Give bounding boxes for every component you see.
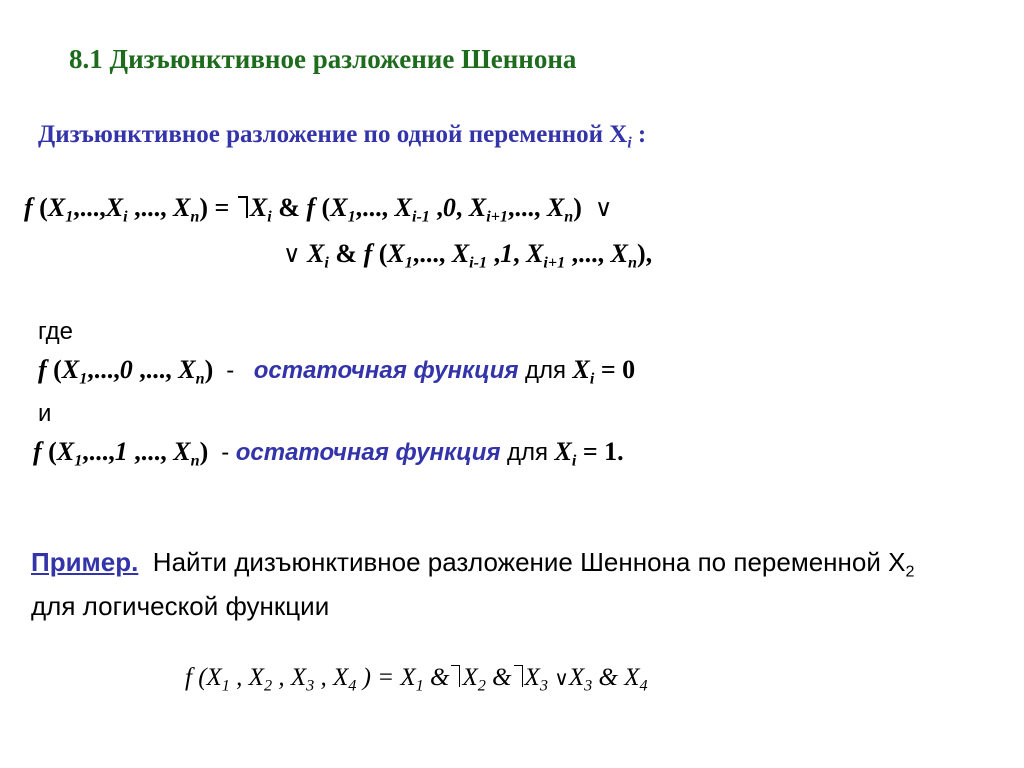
and-label: и	[38, 400, 52, 427]
residual-function-0: f ($X_1,...,0$ ,..., $X_n$) - остаточная функция для $X_i = 0$	[38, 355, 636, 388]
example-formula: f ($X_1$ , $X_2$ , $X_3$ , $X_4$ ) = $X_1$ & $X_2$ & $X_3$ $\vee X_3$ & $X_4$	[185, 664, 648, 695]
expansion-formula-line-1: f ($X_1,...,X_i$ ,..., $X_n) = X_i$ & f ($X_1$,..., $X_{i-1}$ ,0, $X_{i+1}$,..., $X_n$) ∨	[24, 193, 613, 226]
negation-symbol	[514, 665, 523, 687]
subtitle-text: Дизъюнктивное разложение по одной переменной X	[38, 121, 628, 148]
negation-symbol	[451, 665, 460, 687]
subtitle: Дизъюнктивное разложение по одной переменной $X_i$ :	[38, 121, 647, 152]
residual-label: остаточная функция	[253, 357, 519, 384]
example-label: Пример.	[31, 547, 139, 577]
negation-symbol	[238, 196, 248, 218]
expansion-formula-line-2: ∨ $X_i$ & f ($X_1$,..., $X_{i-1}$ ,1, $X_{i+1}$ ,..., $X_n$),	[283, 239, 653, 272]
slide-title: 8.1 Дизъюнктивное разложение Шеннона	[69, 44, 577, 74]
where-label: где	[38, 318, 74, 345]
example-block: Пример. Найти дизъюнктивное разложение Шеннона по переменной $X_2$ для логической функции	[31, 547, 915, 621]
disjunction-symbol: ∨	[283, 240, 301, 268]
residual-label: остаточная функция	[235, 439, 501, 466]
residual-function-1: f ($X_1,...,1$ ,..., $X_n$) - остаточная функция для $X_i = 1$.	[33, 437, 624, 470]
disjunction-symbol: ∨	[554, 666, 569, 690]
disjunction-symbol: ∨	[594, 194, 613, 222]
